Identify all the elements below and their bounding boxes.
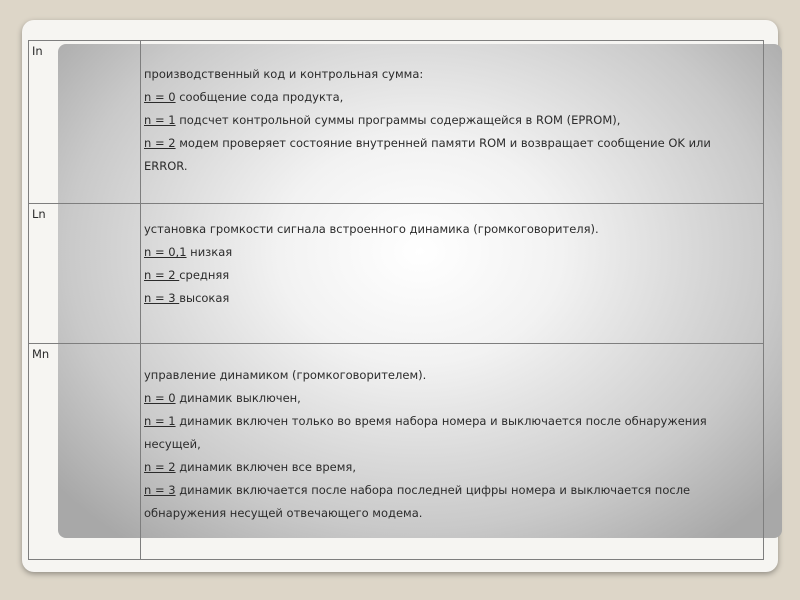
param-text: производственный код и контрольная сумма: <box>144 67 424 81</box>
description-line <box>144 241 763 264</box>
param-text: обнаружения несущей отвечающего модема. <box>144 506 423 520</box>
param-text: ERROR. <box>144 159 188 173</box>
description-line <box>144 132 763 155</box>
command-code: In <box>29 41 141 204</box>
table-row <box>29 204 764 344</box>
param-text: динамик включен все время, <box>175 460 356 474</box>
param-value: n = 3 <box>144 483 176 497</box>
command-code: Mn <box>29 344 141 560</box>
description-line <box>144 155 763 178</box>
param-value: n = 3 <box>144 291 180 305</box>
description-line <box>144 456 763 479</box>
description-line <box>144 410 763 433</box>
description-line <box>144 109 763 132</box>
param-value: n = 0,1 <box>144 245 187 259</box>
param-value: n = 0 <box>144 90 176 104</box>
param-text: высокая <box>179 291 230 305</box>
description-line <box>144 287 763 310</box>
param-value: n = 0 <box>144 391 176 405</box>
description-line <box>144 364 763 387</box>
param-value: n = 2 <box>144 460 176 474</box>
param-value: n = 1 <box>144 414 176 428</box>
param-text: низкая <box>186 245 233 259</box>
description-line <box>144 502 763 525</box>
table-row <box>29 41 764 204</box>
param-text: модем проверяет состояние внутренней памяти ROM и возвращает сообщение OK или <box>175 136 711 150</box>
command-table <box>28 40 764 560</box>
param-text: средняя <box>179 268 230 282</box>
description-line <box>144 63 763 86</box>
param-text: динамик включен только во время набора номера и выключается после обнаружения <box>175 414 707 428</box>
param-value: n = 1 <box>144 113 176 127</box>
param-text: подсчет контрольной суммы программы содержащейся в ROM (EPROM), <box>175 113 621 127</box>
description-line <box>144 264 763 287</box>
command-description <box>141 204 764 344</box>
param-text: динамик выключен, <box>175 391 301 405</box>
param-text: сообщение сода продукта, <box>175 90 344 104</box>
description-line <box>144 479 763 502</box>
param-text: установка громкости сигнала встроенного динамика (громкоговорителя). <box>144 222 599 236</box>
table-row <box>29 344 764 560</box>
description-line <box>144 387 763 410</box>
param-text: управление динамиком (громкоговорителем). <box>144 368 427 382</box>
param-text: несущей, <box>144 437 201 451</box>
command-description <box>141 344 764 560</box>
param-text: динамик включается после набора последней цифры номера и выключается после <box>175 483 691 497</box>
description-line <box>144 86 763 109</box>
param-value: n = 2 <box>144 136 176 150</box>
description-line <box>144 433 763 456</box>
command-code: Ln <box>29 204 141 344</box>
command-description <box>141 41 764 204</box>
description-line <box>144 218 763 241</box>
param-value: n = 2 <box>144 268 180 282</box>
